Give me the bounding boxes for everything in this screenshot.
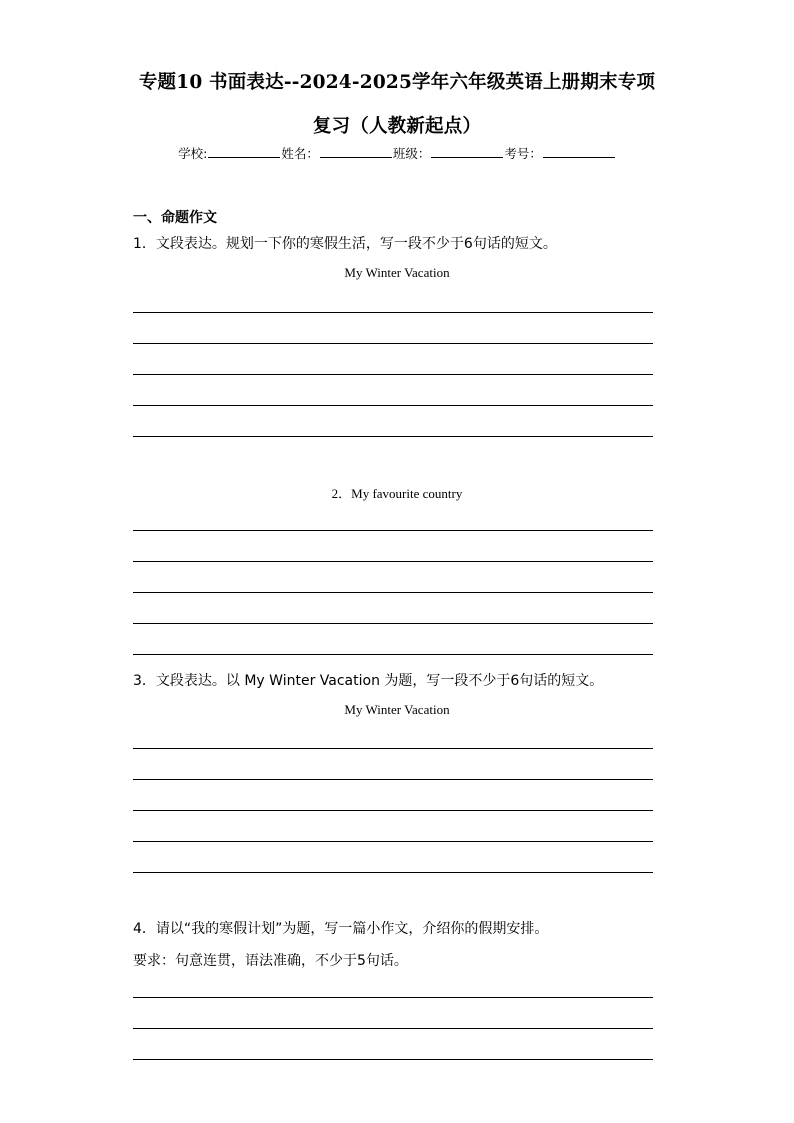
writing-line[interactable]	[133, 623, 653, 624]
question-1-subtitle: My Winter Vacation	[344, 265, 450, 280]
question-4-text: 4．请以“我的寒假计划”为题，写一篇小作文，介绍你的假期安排。	[133, 921, 549, 937]
writing-line[interactable]	[133, 561, 653, 562]
writing-line[interactable]	[133, 312, 653, 313]
exam-no-field[interactable]	[543, 145, 615, 158]
writing-line[interactable]	[133, 779, 653, 780]
class-field[interactable]	[431, 145, 503, 158]
question-3-text: 3．文段表达。以 My Winter Vacation 为题，写一段不少于6句话的短文。	[133, 673, 604, 689]
writing-line[interactable]	[133, 1028, 653, 1029]
page-title-line2: 复习（人教新起点）	[312, 116, 482, 137]
writing-line[interactable]	[133, 872, 653, 873]
writing-line[interactable]	[133, 654, 653, 655]
question-3-subtitle: My Winter Vacation	[344, 702, 450, 717]
writing-line[interactable]	[133, 810, 653, 811]
class-label: 班级：	[392, 146, 431, 161]
question-1-text: 1．文段表达。规划一下你的寒假生活，写一段不少于6句话的短文。	[133, 236, 557, 252]
name-field[interactable]	[320, 145, 392, 158]
question-2-subtitle: 2．My favourite country	[331, 486, 463, 501]
section-title: 一、命题作文	[133, 210, 217, 226]
writing-line[interactable]	[133, 997, 653, 998]
school-label: 学校:	[178, 146, 208, 161]
student-info-row	[0, 144, 794, 162]
writing-line[interactable]	[133, 592, 653, 593]
writing-line[interactable]	[133, 405, 653, 406]
writing-line[interactable]	[133, 436, 653, 437]
name-label: 姓名：	[281, 146, 319, 161]
page-title: 专题10 书面表达--2024-2025学年六年级英语上册期末专项	[138, 72, 656, 93]
question-4-requirement: 要求：句意连贯，语法准确，不少于5句话。	[133, 953, 408, 969]
writing-line[interactable]	[133, 748, 653, 749]
writing-line[interactable]	[133, 530, 653, 531]
writing-line[interactable]	[133, 374, 653, 375]
school-field[interactable]	[208, 145, 280, 158]
writing-line[interactable]	[133, 841, 653, 842]
writing-line[interactable]	[133, 1059, 653, 1060]
exam-no-label: 考号：	[504, 146, 542, 161]
writing-line[interactable]	[133, 343, 653, 344]
